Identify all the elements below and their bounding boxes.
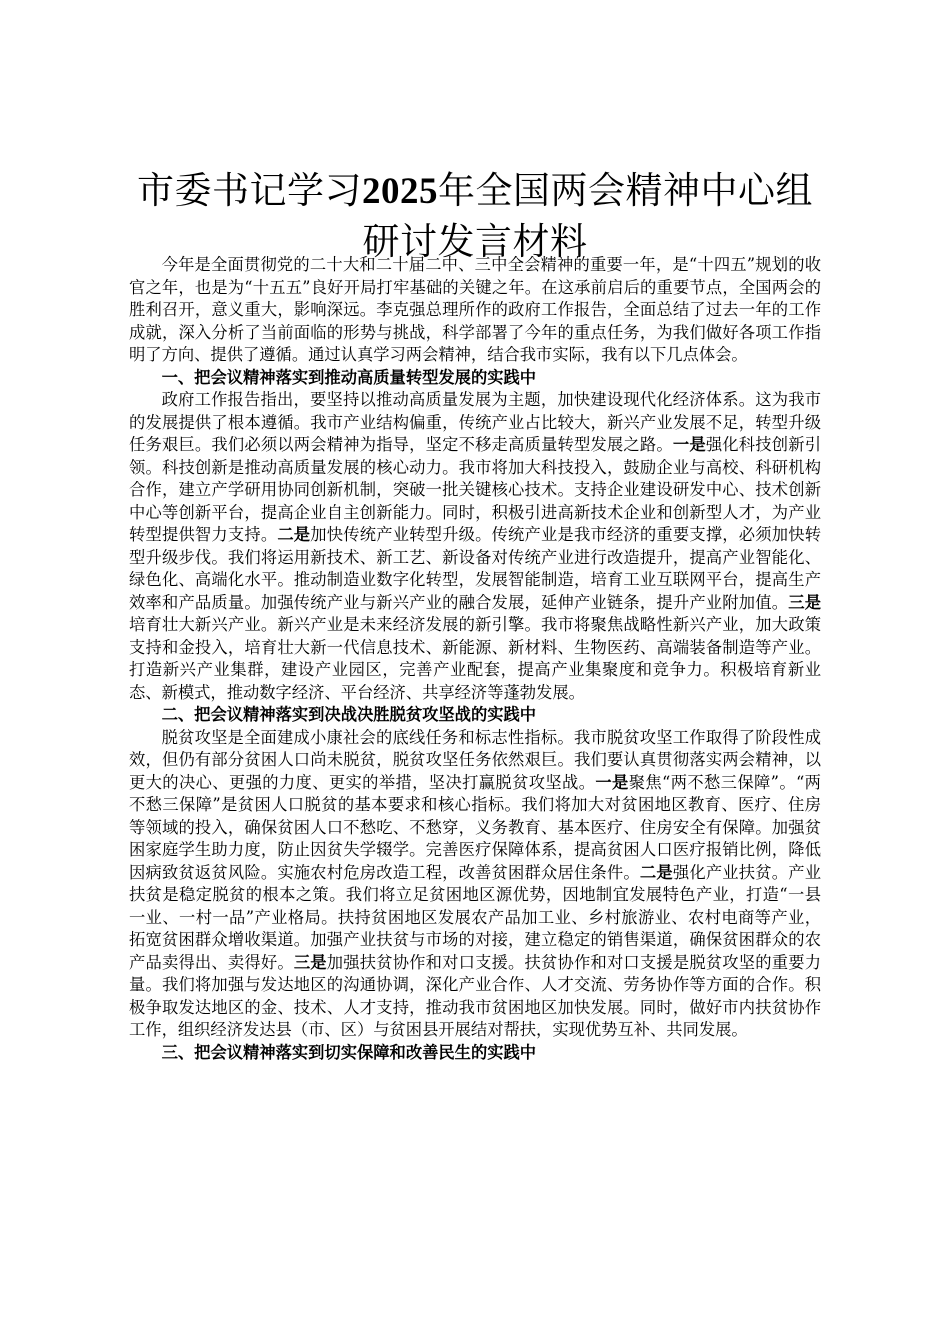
section-1-text-2: 强化科技创新引领。科技创新是推动高质量发展的核心动力。我市将加大科技投入，鼓励企业与高校、科研机构合作，建立产学研用协同创新机制，突破一批关键核心技术。支持企业建设研发中心、技术创新中心等创新平台，提高企业自主创新能力。同时，积极引进高新技术企业和创新型人才，为产业转型提供智力支持。 <box>129 435 821 544</box>
intro-paragraph: 今年是全面贯彻党的二十大和二十届二中、三中全会精神的重要一年，是“十四五”规划的收官之年，也是为“十五五”良好开局打牢基础的关键之年。在这承前启后的重要节点，全国两会的胜利召开，意义重大，影响深远。李克强总理所作的政府工作报告，全面总结了过去一年的工作成就，深入分析了当前面临的形势与挑战，科学部署了今年的重点任务，为我们做好各项工作指明了方向、提供了遵循。通过认真学习两会精神，结合我市实际，我有以下几点体会。 <box>129 255 821 364</box>
section-2-text-4: 加强扶贫协作和对口支援。扶贫协作和对口支援是脱贫攻坚的重要力量。我们将加强与发达地区的沟通协调，深化产业合作、人才交流、劳务协作等方面的合作。积极争取发达地区的金、技术、人才支持，推动我市贫困地区加快发展。同时，做好市内扶贫协作工作，组织经济发达县（市、区）与贫困县开展结对帮扶，实现优势互补、共同发展。 <box>129 952 821 1039</box>
section-2-text-3: 强化产业扶贫。产业扶贫是稳定脱贫的根本之策。我们将立足贫困地区源优势，因地制宜发展特色产业，打造“一县一业、一村一品”产业格局。扶持贫困地区发展农产品加工业、乡村旅游业、农村电商等产业，拓宽贫困群众增收渠道。加强产业扶贫与市场的对接，建立稳定的销售渠道，确保贫困群众的农产品卖得出、卖得好。 <box>129 862 821 972</box>
title-prefix: 市委书记学习 <box>137 169 362 212</box>
document-title <box>120 166 830 267</box>
section-2-marker-2: 二是 <box>639 862 673 882</box>
section-2-text-1: 脱贫攻坚是全面建成小康社会的底线任务和标志性指标。我市脱贫攻坚工作取得了阶段性成效，但仍有部分贫困人口尚未脱贫，脱贫攻坚任务依然艰巨。我们要认真贯彻落实两会精神，以更大的决心、更强的力度、更实的举措，坚决打赢脱贫攻坚战。 <box>129 727 821 792</box>
section-heading-1: 一、把会议精神落实到推动高质量转型发展的实践中 <box>161 367 537 387</box>
section-1-marker-3: 三是 <box>788 592 821 612</box>
section-2-paragraph <box>129 727 821 1042</box>
section-heading-3: 三、把会议精神落实到切实保障和改善民生的实践中 <box>161 1042 537 1062</box>
section-heading-2: 二、把会议精神落实到决战决胜脱贫攻坚战的实践中 <box>161 705 537 724</box>
section-1-paragraph <box>129 389 821 704</box>
title-suffix: 年全国两会精神中心组研讨发言材料 <box>362 169 813 263</box>
section-2-text-2: 聚焦“两不愁三保障”。“两不愁三保障”是贫困人口脱贫的基本要求和核心指标。我们将加大对贫困地区教育、医疗、住房等领域的投入，确保贫困人口不愁吃、不愁穿，义务教育、基本医疗、住房安全有保障。加强贫困家庭学生助力度，防止因贫失学辍学。完善医疗保障体系，提高贫困人口医疗报销比例，降低因病致贫返贫风险。实施农村危房改造工程，改善贫困群众居住条件。 <box>129 772 821 882</box>
document-body <box>129 254 821 1064</box>
title-year: 2025 <box>362 171 438 212</box>
section-1-text-1: 政府工作报告指出，要坚持以推动高质量发展为主题，加快建设现代化经济体系。这为我市的发展提供了根本遵循。我市产业结构偏重，传统产业占比较大，新兴产业发展不足，转型升级任务艰巨。我们必须以两会精神为指导，坚定不移走高质量转型发展之路。 <box>129 390 821 454</box>
section-1-text-4: 培育壮大新兴产业。新兴产业是未来经济发展的新引擎。我市将聚焦战略性新兴产业，加大政策支持和金投入，培育壮大新一代信息技术、新能源、新材料、生物医药、高端装备制造等产业。打造新兴产业集群，建设产业园区，完善产业配套，提高产业集聚度和竞争力。积极培育新业态、新模式，推动数字经济、平台经济、共享经济等蓬勃发展。 <box>129 615 821 702</box>
section-1-marker-1: 一是 <box>672 435 706 454</box>
section-1-marker-2: 二是 <box>277 525 311 544</box>
section-2-marker-1: 一是 <box>595 772 629 792</box>
section-1-text-3: 加快传统产业转型升级。传统产业是我市经济的重要支撑，必须加快转型升级步伐。我们将运用新技术、新工艺、新设备对传统产业进行改造提升，提高产业智能化、绿色化、高端化水平。推动制造业数字化转型，发展智能制造，培育工业互联网平台，提高生产效率和产品质量。加强传统产业与新兴产业的融合发展，延伸产业链条，提升产业附加值。 <box>129 525 821 612</box>
section-2-marker-3: 三是 <box>293 952 327 972</box>
